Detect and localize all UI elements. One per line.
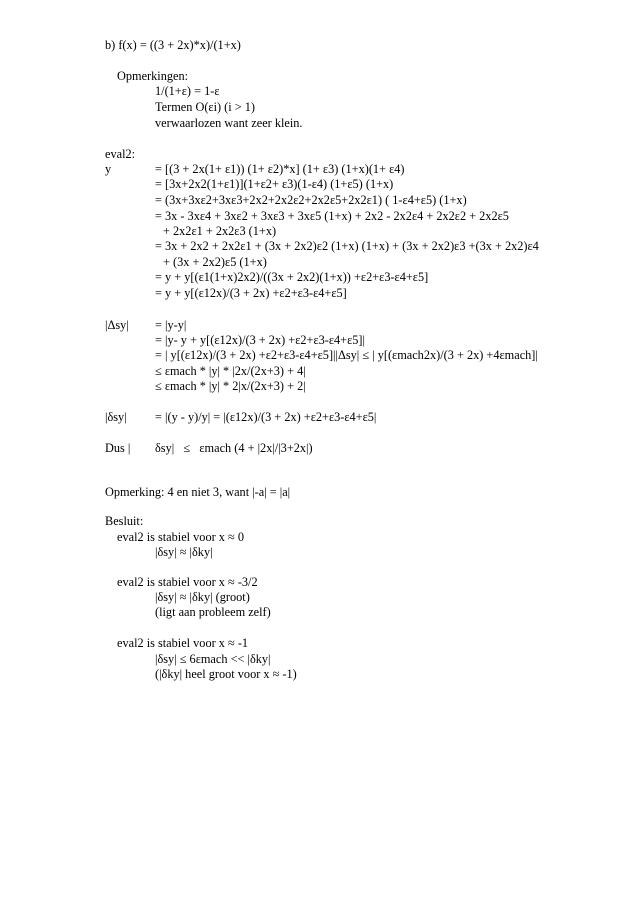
rel-error-label: |δsy| <box>105 410 127 424</box>
eval2-line: = y + y[(ε1(1+x)2x2)/((3x + 2x2)(1+x)) +ε2+ε3-ε4+ε5] <box>155 270 429 284</box>
decision-item-line: |δsy| ≈ |δky| <box>155 545 213 559</box>
conclusion-label: Dus | <box>105 441 131 455</box>
eval2-line: = 3x + 2x2 + 2x2ε1 + (3x + 2x2)ε2 (1+x) (1+x) + (3x + 2x2)ε3 +(3x + 2x2)ε4 <box>155 239 539 253</box>
eval2-line: = [3x+2x2(1+ε1)](1+ε2+ ε3)(1-ε4) (1+ε5) (1+x) <box>155 177 394 191</box>
remark-line: 1/(1+ε) = 1-ε <box>155 84 220 98</box>
abs-error-line: = |y-y| <box>155 318 187 332</box>
abs-error-label: |Δsy| <box>105 318 129 332</box>
decision-item-heading: eval2 is stabiel voor x ≈ -1 <box>117 636 249 650</box>
eval2-line: = [(3 + 2x(1+ ε1)) (1+ ε2)*x] (1+ ε3) (1+x)(1+ ε4) <box>155 162 405 176</box>
remarks-title: Opmerkingen: <box>117 69 189 83</box>
eval2-line: + 2x2ε1 + 2x2ε3 (1+x) <box>163 224 277 238</box>
conclusion-bound: δsy| ≤ εmach (4 + |2x|/|3+2x|) <box>155 441 313 455</box>
rel-error-line: = |(y - y)/y| = |(ε12x)/(3 + 2x) +ε2+ε3-ε4+ε5| <box>155 410 377 424</box>
eval2-line: = 3x - 3xε4 + 3xε2 + 3xε3 + 3xε5 (1+x) + 2x2 - 2x2ε4 + 2x2ε2 + 2x2ε5 <box>155 209 509 223</box>
problem-heading: b) f(x) = ((3 + 2x)*x)/(1+x) <box>105 38 241 52</box>
remark-line: verwaarlozen want zeer klein. <box>155 116 303 130</box>
decision-title: Besluit: <box>105 514 144 528</box>
remark-line: Termen O(εi) (i > 1) <box>155 100 256 114</box>
abs-error-line: = |y- y + y[(ε12x)/(3 + 2x) +ε2+ε3-ε4+ε5]| <box>155 333 365 347</box>
eval2-line: = (3x+3xε2+3xε3+2x2+2x2ε2+2x2ε5+2x2ε1) ( 1-ε4+ε5) (1+x) <box>155 193 467 207</box>
eval2-y-label: y <box>105 162 112 176</box>
abs-error-line: = | y[(ε12x)/(3 + 2x) +ε2+ε3-ε4+ε5]||Δsy| ≤ | y[(εmach2x)/(3 + 2x) +4εmach]| <box>155 348 538 362</box>
decision-item-heading: eval2 is stabiel voor x ≈ -3/2 <box>117 575 258 589</box>
abs-error-line: ≤ εmach * |y| * 2|x/(2x+3) + 2| <box>155 379 306 393</box>
eval2-title: eval2: <box>105 147 136 161</box>
eval2-line: = y + y[(ε12x)/(3 + 2x) +ε2+ε3-ε4+ε5] <box>155 286 347 300</box>
abs-error-line: ≤ εmach * |y| * |2x/(2x+3) + 4| <box>155 364 306 378</box>
eval2-line: + (3x + 2x2)ε5 (1+x) <box>163 255 267 269</box>
decision-item-heading: eval2 is stabiel voor x ≈ 0 <box>117 530 244 544</box>
decision-item-line: (|δky| heel groot voor x ≈ -1) <box>155 667 297 681</box>
remark-note: Opmerking: 4 en niet 3, want |-a| = |a| <box>105 485 291 499</box>
decision-item-line: (ligt aan probleem zelf) <box>155 605 271 619</box>
decision-item-line: |δsy| ≤ 6εmach << |δky| <box>155 652 271 666</box>
decision-item-line: |δsy| ≈ |δky| (groot) <box>155 590 250 604</box>
